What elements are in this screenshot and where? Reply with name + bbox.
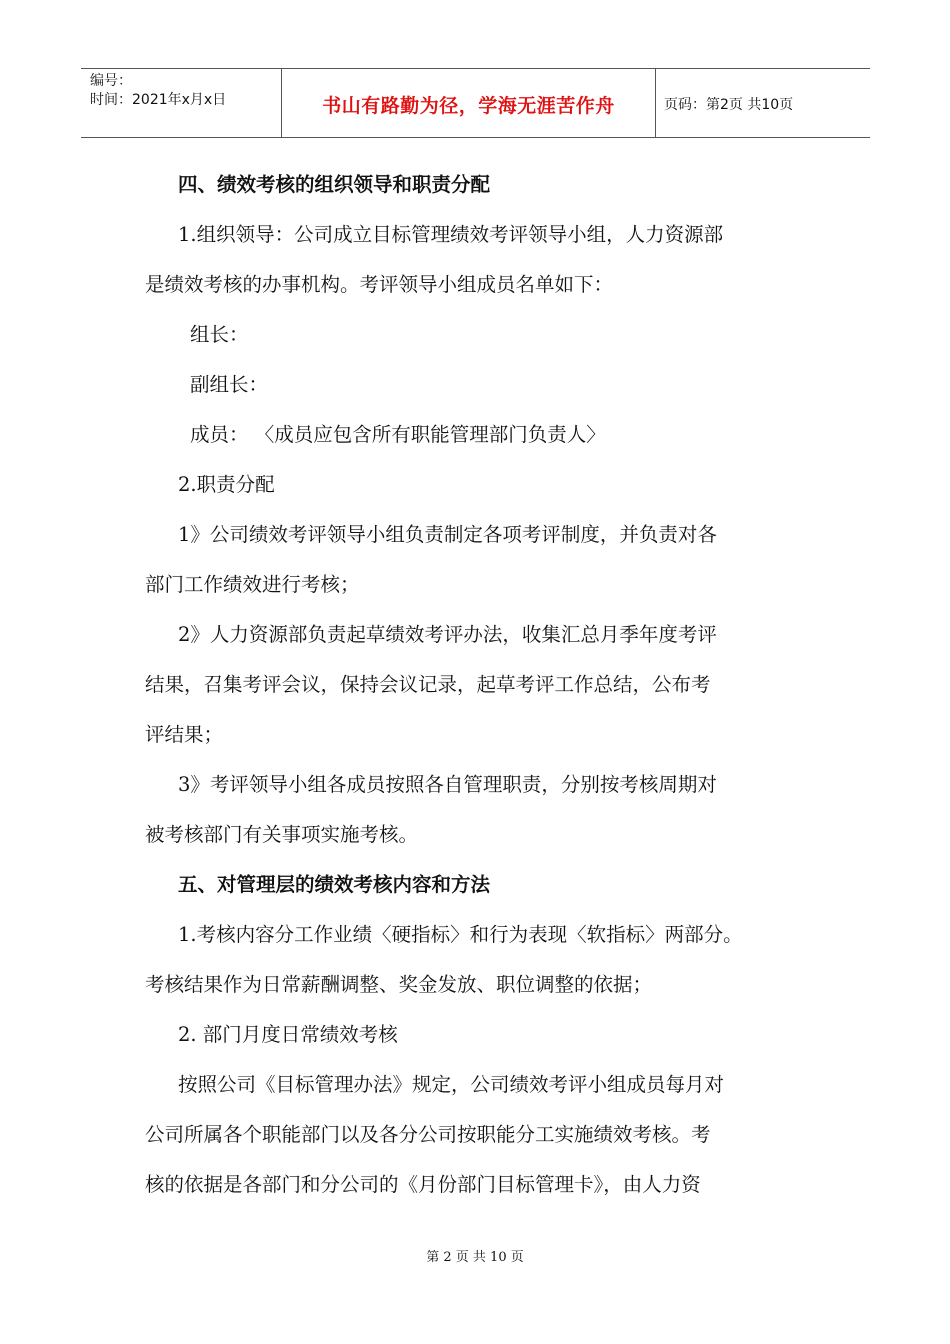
section-heading-5: 五、对管理层的绩效考核内容和方法 [178, 873, 491, 896]
paragraph-line: 评结果； [145, 723, 224, 746]
header-page-info: 页码：第2页 共10页 [664, 97, 794, 113]
paragraph-line: 成员： 〈成员应包含所有职能管理部门负责人〉 [190, 423, 606, 446]
paragraph-line: 2》人力资源部负责起草绩效考评办法，收集汇总月季年度考评 [178, 623, 717, 646]
paragraph-line: 1.考核内容分工作业绩〈硬指标〉和行为表现〈软指标〉两部分。 [178, 923, 743, 946]
paragraph-line: 是绩效考核的办事机构。考评领导小组成员名单如下： [145, 273, 614, 296]
paragraph-line: 按照公司《目标管理办法》规定，公司绩效考评小组成员每月对 [178, 1073, 725, 1096]
header-motto-cell [281, 69, 656, 137]
paragraph-line: 1.组织领导：公司成立目标管理绩效考评领导小组，人力资源部 [178, 223, 724, 246]
paragraph-line: 核的依据是各部门和分公司的《月份部门目标管理卡》，由人力资 [145, 1173, 701, 1196]
doc-date-label: 时间：2021年x月x日 [90, 92, 227, 108]
page-footer: 第 2 页 共 10 页 [426, 1250, 524, 1265]
paragraph-line: 3》考评领导小组各成员按照各自管理职责，分别按考核周期对 [178, 773, 717, 796]
paragraph-line: 部门工作绩效进行考核； [145, 573, 360, 596]
paragraph-line: 公司所属各个职能部门以及各分公司按职能分工实施绩效考核。考 [145, 1123, 711, 1146]
header-motto: 书山有路勤为径，学海无涯苦作舟 [322, 95, 615, 117]
page-header [81, 68, 870, 138]
paragraph-line: 2.职责分配 [178, 473, 275, 496]
paragraph-line: 被考核部门有关事项实施考核。 [145, 823, 419, 846]
paragraph-line: 副组长： [190, 373, 269, 396]
paragraph-line: 考核结果作为日常薪酬调整、奖金发放、职位调整的依据； [145, 973, 653, 996]
section-heading-4: 四、绩效考核的组织领导和职责分配 [178, 173, 491, 196]
paragraph-line: 1》公司绩效考评领导小组负责制定各项考评制度，并负责对各 [178, 523, 717, 546]
paragraph-line: 2. 部门月度日常绩效考核 [178, 1023, 398, 1046]
paragraph-line: 组长： [190, 323, 249, 346]
paragraph-line: 结果，召集考评会议，保持会议记录，起草考评工作总结，公布考 [145, 673, 711, 696]
header-page-cell [655, 69, 870, 137]
header-meta-cell [81, 69, 280, 137]
doc-number-label: 编号： [90, 73, 132, 89]
